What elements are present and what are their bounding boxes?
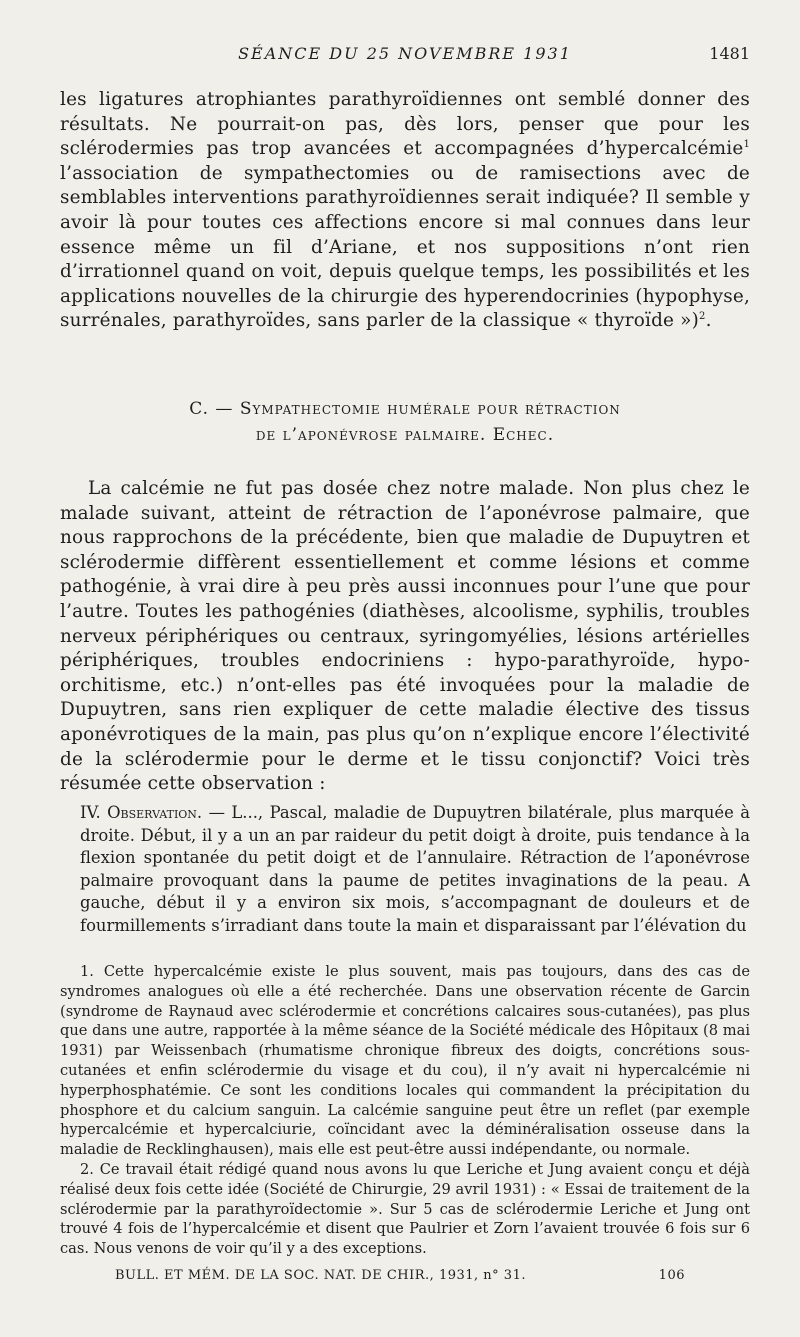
paragraph-1-text-a: les ligatures atrophiantes parathyroïdiennes ont semblé donner des résultats. Ne pourrait-on pas, dès lors, penser que pour les sclérodermies pas trop avancées et accompagnées d’hypercalcémie xyxy=(60,89,750,160)
footnotes xyxy=(60,962,750,1259)
footnote-ref-2: 2 xyxy=(699,311,706,323)
observation-paragraph xyxy=(80,802,750,938)
footer-journal: BULL. ET MÉM. DE LA SOC. NAT. DE CHIR., 1931, n° 31. xyxy=(115,1268,526,1283)
section-heading xyxy=(60,396,750,448)
observation-label: IV. Observation. xyxy=(80,803,203,822)
footnote-ref-1: 1 xyxy=(743,139,750,151)
section-heading-line-1: C. — Sympathectomie humérale pour rétraction xyxy=(189,399,621,419)
paragraph-1-text-c: . xyxy=(705,310,712,332)
page-footer xyxy=(115,1268,685,1288)
page-number: 1481 xyxy=(709,44,750,63)
section-heading-line-2: de l’aponévrose palmaire. Echec. xyxy=(255,425,555,445)
header-title: SÉANCE DU 25 NOVEMBRE 1931 xyxy=(238,44,572,63)
paragraph-1-text-b: l’association de sympathectomies ou de ramisections avec de semblables interventions parathyroïdiennes serait indiquée? Il semble y avoir là pour toutes ces affections encore si mal connues dans leur essence même un fil d’Ariane, et nos suppositions n’ont rien d’irrationnel quand on voit, depuis quelque temps, les possibilités et les applications nouvelles de la chirurgie des hyperendocrinies (hypophyse, surrénales, parathyroïdes, sans parler de la classique « thyroïde ») xyxy=(60,162,750,332)
paragraph-2 xyxy=(60,477,750,797)
observation-text: — L..., Pascal, maladie de Dupuytren bilatérale, plus marquée à droite. Début, il y a un an par raideur du petit doigt à droite, puis tendance à la flexion spontanée du petit doigt et de l’annulaire. Rétraction de l’aponévrose palmaire provoquant dans la paume de petites invaginations de la peau. A gauche, début il y a environ six mois, s’accompagnant de douleurs et de fourmillements s’irradiant dans toute la main et disparaissant par l’élévation du xyxy=(80,803,751,935)
footnote-2: 2. Ce travail était rédigé quand nous avons lu que Leriche et Jung avaient conçu et déjà réalisé deux fois cette idée (Société de Chirurgie, 29 avril 1931) : « Essai de traitement de la sclérodermie par la parathyroïdectomie ». Sur 5 cas de sclérodermie Leriche et Jung ont trouvé 4 fois de l’hypercalcémie et disent que Paulrier et Zorn l’avaient trouvée 6 fois sur 6 cas. Nous venons de voir qu’il y a des exceptions. xyxy=(60,1160,750,1258)
footnote-1: 1. Cette hypercalcémie existe le plus souvent, mais pas toujours, dans des cas de syndromes analogues où elle a été recherchée. Dans une observation récente de Garcin (syndrome de Raynaud avec sclérodermie et concrétions calcaires sous-cutanées), pas plus que dans une autre, rapportée à la même séance de la Société médicale des Hôpitaux (8 mai 1931) par Weissenbach (rhumatisme chronique fibreux des doigts, concrétions sous-cutanées et enfin sclérodermie du visage et du cou), il n’y avait ni hypercalcémie ni hyperphosphatémie. Ce sont les conditions locales qui commandent la précipitation du phosphore et du calcium sanguin. La calcémie sanguine peut être un reflet (par exemple hypercalcémie et hypercalciurie, coïncidant avec la déminéralisation osseuse dans la maladie de Recklinghausen), mais elle est peut-être aussi indépendante, ou normale. xyxy=(60,963,750,1159)
paragraph-1 xyxy=(60,88,750,334)
footer-sheet-number: 106 xyxy=(658,1268,685,1283)
paragraph-2-text: La calcémie ne fut pas dosée chez notre malade. Non plus chez le malade suivant, atteint de rétraction de l’aponévrose palmaire, que nous rapprochons de la précédente, bien que maladie de Dupuytren et sclérodermie diffèrent essentiellement et comme lésions et comme pathogénie, à vrai dire à peu près aussi inconnues pour l’une que pour l’autre. Toutes les pathogénies (diathèses, alcoolisme, syphilis, troubles nerveux périphériques ou centraux, syringomyélies, lésions artérielles périphériques, troubles endocriniens : hypo-parathyroïde, hypo-orchitisme, etc.) n’ont-elles pas été invoquées pour la maladie de Dupuytren, sans rien expliquer de cette maladie élective des tissus aponévrotiques de la main, pas plus qu’on n’explique encore l’électivité de la sclérodermie pour le derme et le tissu conjonctif? Voici très résumée cette observation : xyxy=(60,478,750,795)
running-header xyxy=(60,44,750,68)
